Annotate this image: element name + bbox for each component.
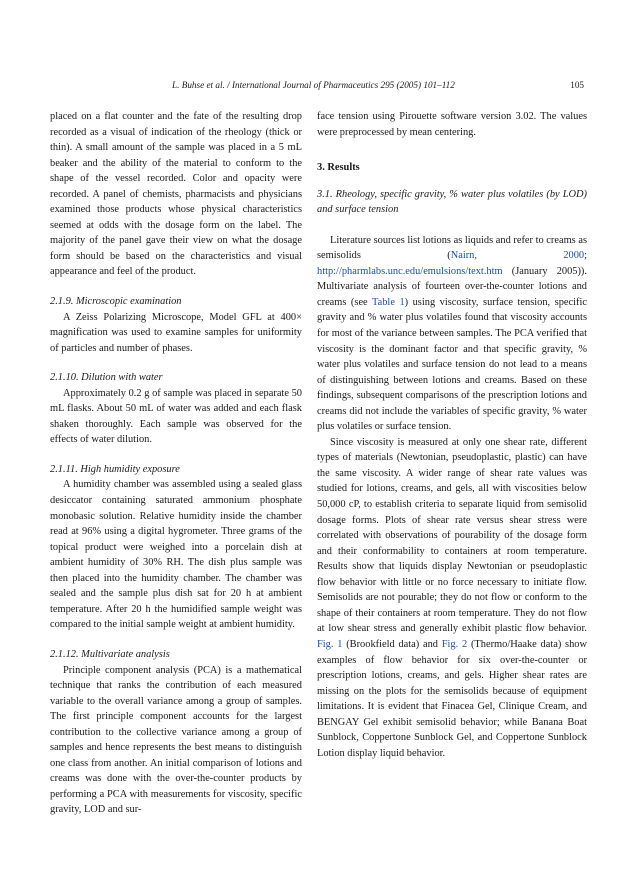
p2-text-a: Since viscosity is measured at only one shear rate, different types of materials (Newtonian, pseudoplastic, plastic) can have the same viscosity. A wider range of shear rate values was studied for lotions, creams, and gels, all with viscosities below 50,000 cP, to establish criteria to separate liquid from semisolid dosage forms. Plots of shear rate versus shear stress were correlated with observations of pourability of the dosage form and their conformability to containers at room temperature. Results show that liquids display Newtonian or pseudoplastic flow behavior with little or no force necessary to initiate flow. Semisolids are not pourable; they do not flow or conform to the shape of their containers at room temperature. They do not flow at low shear stress and generally exhibit plastic flow behavior. (317, 436, 587, 635)
running-header (0, 80, 638, 94)
section-2-1-12-heading: 2.1.12. Multivariate analysis (50, 648, 170, 660)
section-2-1-10-heading: 2.1.10. Dilution with water (50, 372, 163, 384)
p1-text-b: ; (584, 250, 587, 262)
subsection-3-1-heading: 3.1. Rheology, specific gravity, % water plus volatiles (by LOD) and surface tension (317, 188, 587, 216)
p2-text-c: (Thermo/Haake data) show examples of flow behavior for six over-the-counter or prescription lotions, creams, and gels. Higher shear rates are missing on the plots for the semisolids because of equipment limitations. It is evident that Finacea Gel, Clinique Cream, and BENGAY Gel exhibit semisolid behavior; while Banana Boat Sunblock, Coppertone Sunblock Gel, and Coppertone Sunblock Lotion display liquid behavior. (317, 638, 587, 759)
p1-text-a: Literature sources list lotions as liquids and refer to creams as semisolids ( (317, 234, 587, 262)
citation-nairn-2000-link[interactable]: Nairn, 2000 (450, 250, 585, 262)
continuation-paragraph: face tension using Pirouette software version 3.02. The values were preprocessed by mean centering. (317, 111, 587, 138)
table-1-link[interactable]: Table 1 (372, 296, 405, 308)
results-heading: 3. Results (317, 162, 360, 174)
right-column (317, 109, 587, 761)
figure-2-link[interactable]: Fig. 2 (441, 638, 468, 650)
results-paragraph-2 (317, 435, 587, 761)
section-2-1-11-heading: 2.1.11. High humidity exposure (50, 463, 180, 475)
section-2-1-10-text: Approximately 0.2 g of sample was placed in separate 50 mL flasks. About 50 mL of water was added and each flask shaken thoroughly. Each sample was observed for the effects of water dilution. (50, 387, 302, 446)
section-2-1-9-text: A Zeiss Polarizing Microscope, Model GFL at 400× magnification was used to examine samples for uniformity of particles and number of phases. (50, 311, 302, 354)
url-link[interactable]: http://pharmlabs.unc.edu/emulsions/text.htm (317, 265, 503, 277)
p1-text-c: (January 2005)). Multivariate analysis of fourteen over-the-counter lotions and creams (see (317, 265, 587, 308)
intro-paragraph: placed on a flat counter and the fate of the resulting drop recorded as a visual of indication of the rheology (thick or thin). A small amount of the sample was placed in a 5 mL beaker and the ability of the material to conform to the shape of the vessel recorded. Color and opacity were recorded. A panel of chemists, pharmacists and physicians examined those products whose physical characteristics seemed at odds with the dosage form on the label. The majority of the panel gave their view on what the dosage form should be based on the characteristics and visual appearance and feel of the product. (50, 111, 302, 278)
p1-text-d: ) using viscosity, surface tension, specific gravity and % water plus volatiles found that viscosity accounts for most of the variance between samples. The PCA verified that viscosity is the dominant factor and that specific gravity, % water plus volatiles and surface tension do not lead to a means of distinguishing between lotions and creams. Based on these findings, subsequent comparisons of the prescription lotions and creams did not include the variables of specific gravity, % water plus volatiles or surface tension. (317, 296, 587, 433)
section-2-1-9-heading: 2.1.9. Microscopic examination (50, 296, 182, 308)
page-number: 105 (570, 80, 584, 90)
section-2-1-11-text: A humidity chamber was assembled using a sealed glass desiccator containing saturated ammonium phosphate monobasic solution. Relative humidity inside the chamber read at 96% using a digital hygrometer. Three grams of the topical product were weighed into a porcelain dish at ambient humidity of 30% RH. The dish plus sample was then placed into the humidity chamber. The chamber was sealed and the sample plus dish sat for 20 h at ambient temperature. After 20 h the humidified sample weight was compared to the initial sample weight at ambient humidity. (50, 479, 302, 631)
p2-text-b: (Brookfield data) and (342, 638, 442, 650)
left-column (50, 109, 302, 818)
figure-1-link[interactable]: Fig. 1 (317, 638, 343, 650)
running-title: L. Buhse et al. / International Journal of Pharmaceutics 295 (2005) 101–112 (172, 80, 455, 90)
results-paragraph-1 (317, 233, 587, 435)
section-2-1-12-text: Principle component analysis (PCA) is a mathematical technique that ranks the contribution of each measured variable to the overall variance among a group of samples. The first principle component accounts for the largest contribution to the collective variance among a group of samples and hence represents the best means to distinguish one class from another. An initial comparison of lotions and creams was done with the over-the-counter products by performing a PCA with measurements for viscosity, specific gravity, LOD and sur- (50, 664, 302, 816)
